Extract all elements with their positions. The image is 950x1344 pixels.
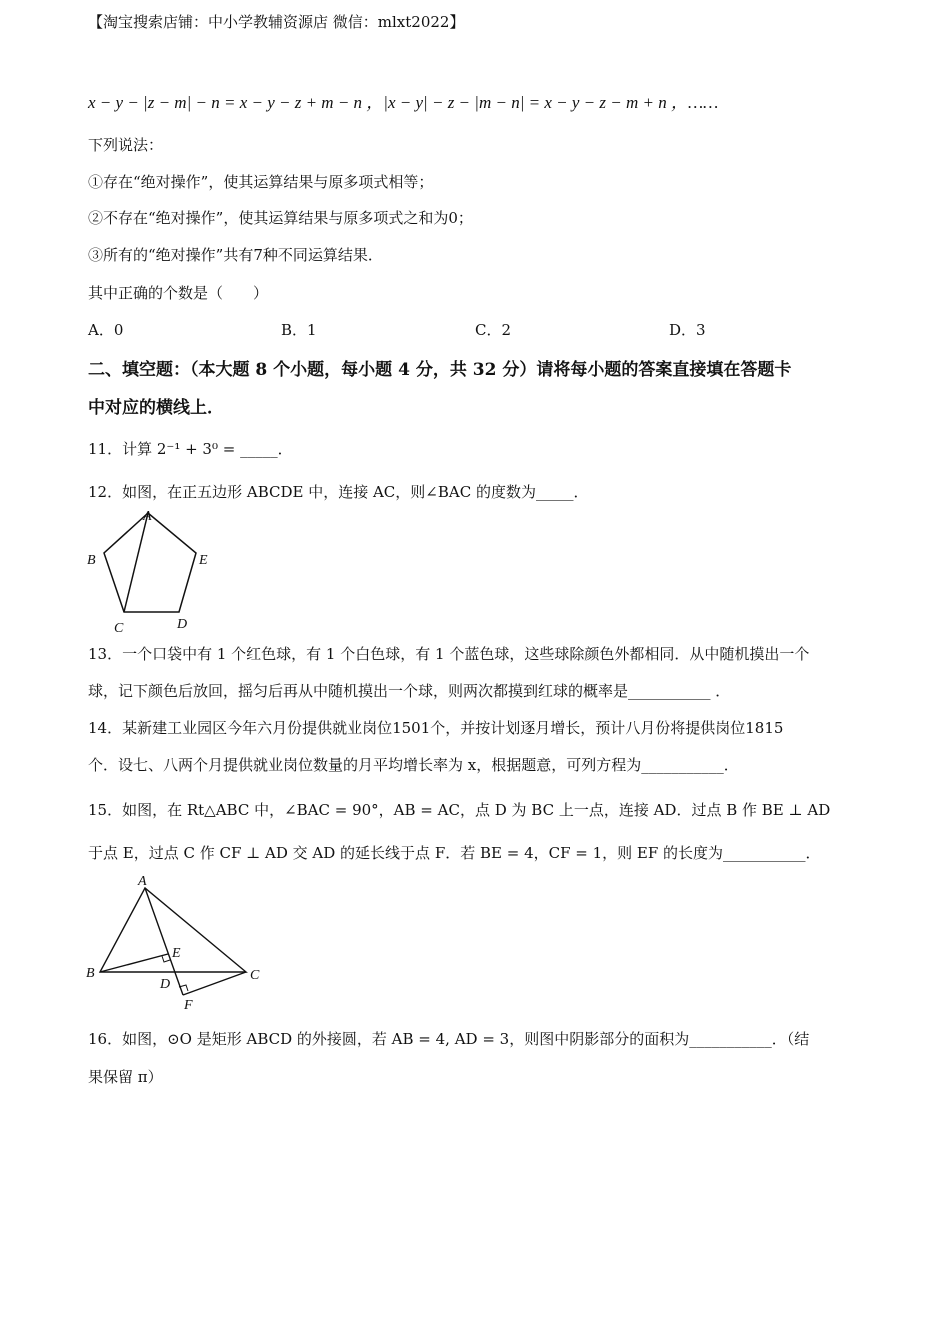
section2-heading-line1: 二、填空题：（本大题 8 个小题，每小题 4 分，共 32 分）请将每小题的答案直接填在答题卡 [88,360,792,380]
q10-statement-3: ③所有的“绝对操作”共有7种不同运算结果． [88,246,383,264]
section2-heading-line2: 中对应的横线上． [88,398,224,418]
pentagon-figure [80,500,230,640]
pentagon-label-e: E [199,553,208,568]
triangle-label-d: D [160,977,171,992]
triangle-figure [80,868,270,1016]
q10-option-a: A．0 [88,321,124,339]
q10-option-c: C．2 [475,321,512,339]
q16-line2: 果保留 π） [88,1068,163,1086]
pentagon-label-d: D [177,617,188,632]
pentagon-label-b: B [87,553,96,568]
pentagon-label-c: C [114,621,124,636]
header-shop-text: 【淘宝搜索店铺：中小学教辅资源店 微信：mlxt2022】 [88,13,465,31]
q13-line2: 球，记下颜色后放回，摇匀后再从中随机摸出一个球，则两次都摸到红球的概率是___________ ． [88,682,731,700]
q15-line2: 于点 E，过点 C 作 CF ⊥ AD 交 AD 的延长线于点 F．若 BE = 4，CF = 1，则 EF 的长度为___________． [88,844,821,862]
pentagon-shape [104,513,196,612]
q12-text: 12．如图，在正五边形 ABCDE 中，连接 AC，则∠BAC 的度数为_____． [88,483,589,501]
triangle-label-c: C [250,968,260,983]
q10-option-d: D．3 [669,321,706,339]
q11-text: 11．计算 2⁻¹ + 3⁰ = _____． [88,440,293,458]
q10-option-b: B．1 [281,321,317,339]
triangle-label-a: A [138,874,147,889]
q10-formula-line: x − y − |z − m| − n = x − y − z + m − n ，|x − y| − z − |m − n| = x − y − z − m + n ，…… [88,93,719,112]
q15-line1: 15．如图，在 Rt△ABC 中，∠BAC = 90°，AB = AC，点 D 为 BC 上一点，连接 AD．过点 B 作 BE ⊥ AD [88,801,831,819]
q10-statement-2: ②不存在“绝对操作”，使其运算结果与原多项式之和为0； [88,209,473,227]
q16-line1: 16．如图，⊙O 是矩形 ABCD 的外接圆，若 AB = 4, AD = 3，则图中阴影部分的面积为___________．（结 [88,1030,810,1048]
q10-intro: 下列说法： [88,136,164,154]
triangle-label-b: B [86,966,95,981]
pentagon-label-a: A [143,509,152,524]
q14-line2: 个．设七、八两个月提供就业岗位数量的月平均增长率为 x，根据题意，可列方程为___________． [88,756,739,774]
line-cf [183,972,246,995]
line-be [100,954,168,972]
triangle-label-e: E [172,946,181,961]
triangle-label-f: F [184,998,193,1013]
q10-question: 其中正确的个数是（ ） [88,284,269,302]
diagonal-ac [124,513,148,612]
q13-line1: 13．一个口袋中有 1 个红色球，有 1 个白色球，有 1 个蓝色球，这些球除颜色外都相同．从中随机摸出一个 [88,645,810,663]
q10-statement-1: ①存在“绝对操作”，使其运算结果与原多项式相等； [88,173,434,191]
q14-line1: 14．某新建工业园区今年六月份提供就业岗位1501个，并按计划逐月增长，预计八月份将提供岗位1815 [88,719,784,737]
